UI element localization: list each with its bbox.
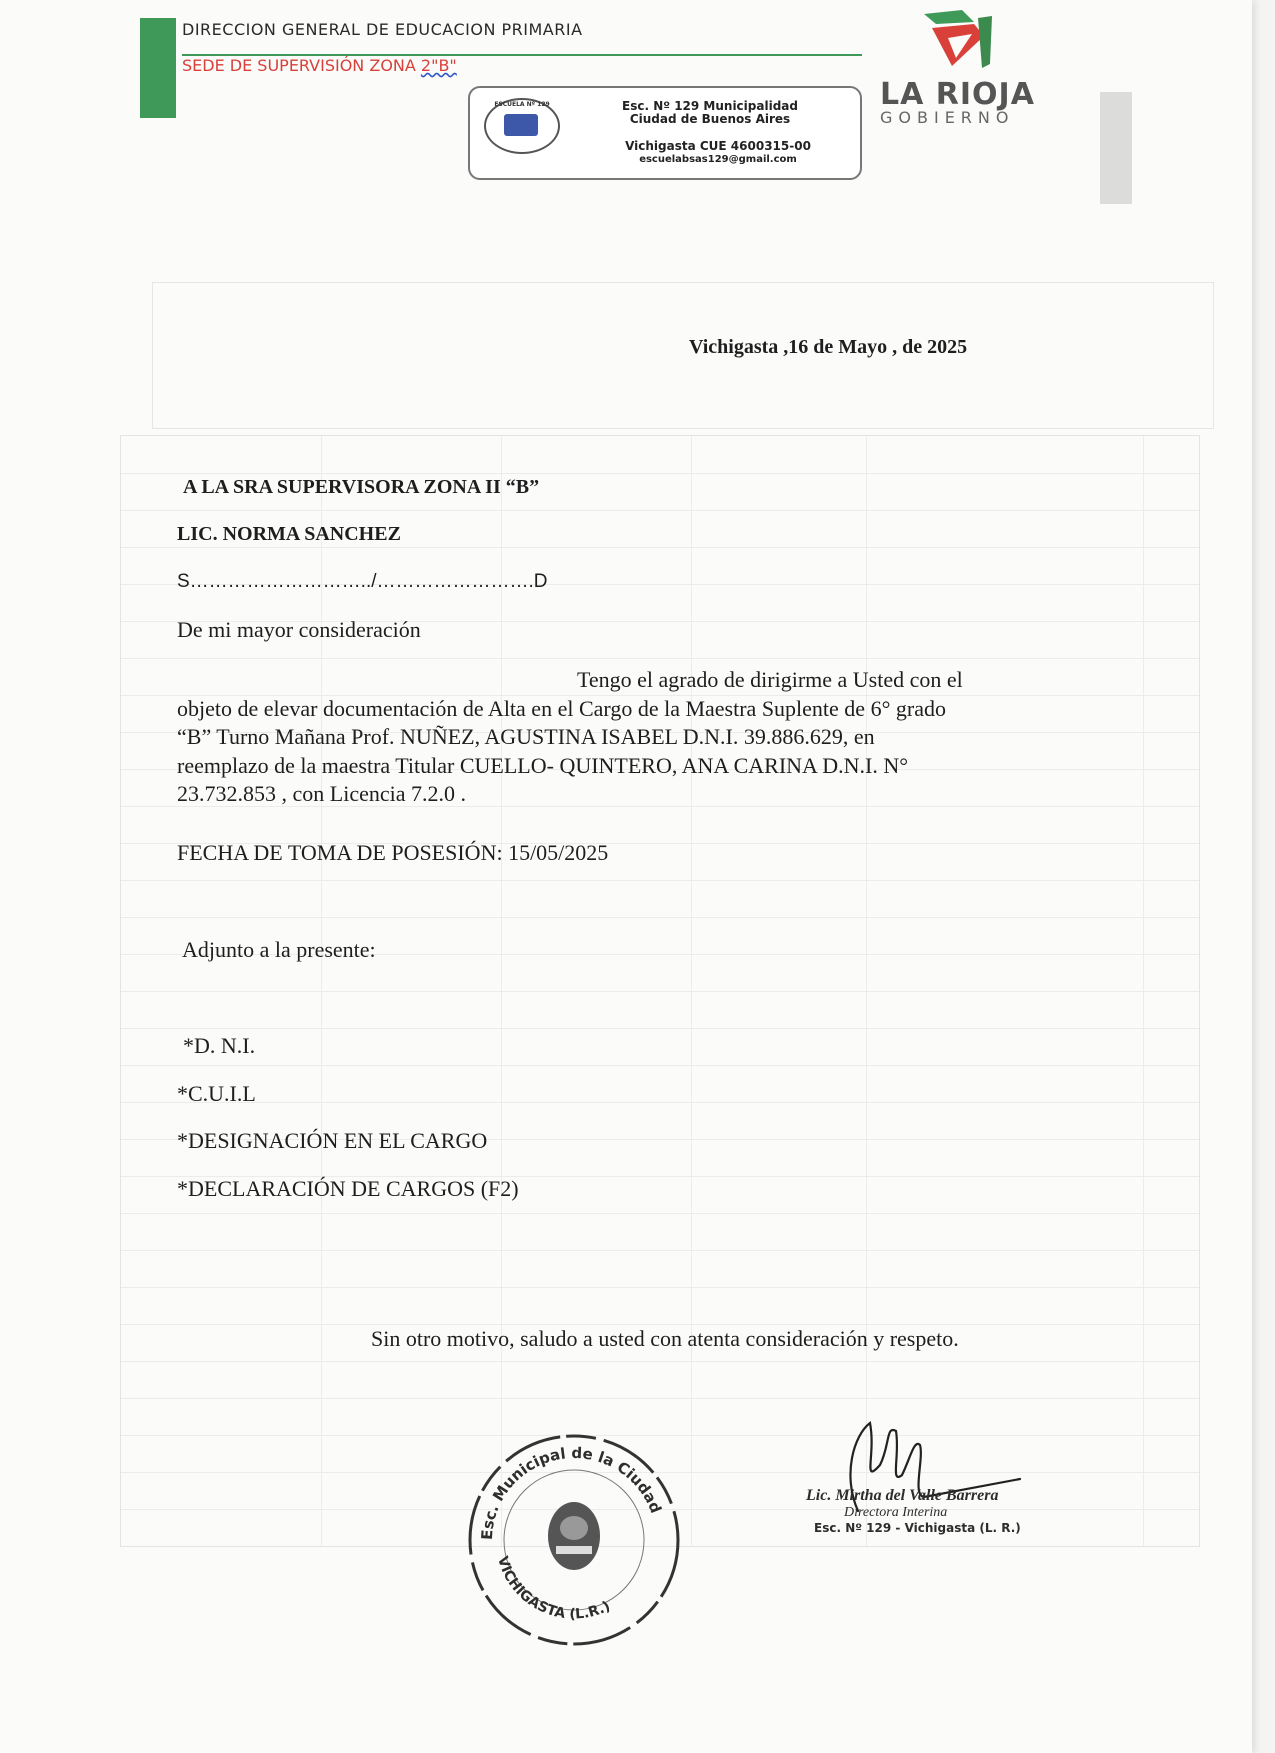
body-line: Tengo el agrado de dirigirme a Usted con el	[577, 667, 963, 692]
sede-zone: 2"B"	[420, 56, 457, 75]
signer-name: Lic. Mirtha del Valle Barrera	[806, 1487, 999, 1504]
sd-line: S………………………../…………………….D	[177, 571, 548, 592]
la-rioja-logo-icon	[922, 8, 994, 72]
sede-heading	[182, 56, 457, 75]
possession-date: FECHA DE TOMA DE POSESIÓN: 15/05/2025	[177, 840, 609, 865]
ghost-attendance-table	[120, 435, 1200, 1547]
school-stamp-line1: Esc. Nº 129 Municipalidad	[622, 99, 798, 113]
closing-line: Sin otro motivo, saludo a usted con atenta consideración y respeto.	[371, 1326, 959, 1351]
school-logo-icon	[484, 98, 560, 154]
attachments-list	[177, 1033, 519, 1223]
attachments-intro: Adjunto a la presente:	[182, 937, 376, 962]
signer-block	[806, 1487, 1021, 1535]
sede-prefix: SEDE DE SUPERVISIÓN ZONA	[182, 56, 421, 75]
signer-role: Directora Interina	[844, 1505, 948, 1520]
greeting: De mi mayor consideración	[177, 617, 421, 642]
school-stamp-name	[600, 100, 820, 126]
seal-top-text: Esc. Municipal de la Ciudad	[477, 1443, 665, 1541]
school-logo-text: ESCUELA Nº 129	[494, 101, 550, 108]
ghost-header-box	[152, 282, 1214, 429]
body-line: reemplazo de la maestra Titular CUELLO- QUINTERO, ANA CARINA D.N.I. N°	[177, 752, 909, 778]
government-sub: GOBIERNO	[880, 108, 1015, 127]
svg-text:VICHIGASTA (L.R.)	[494, 1554, 613, 1622]
body-line: 23.732.853 , con Licencia 7.2.0 .	[177, 781, 466, 806]
recipient-title: A LA SRA SUPERVISORA ZONA II “B”	[183, 476, 540, 498]
school-stamp-line2: Ciudad de Buenos Aires	[629, 112, 791, 126]
letter-body	[177, 666, 1097, 809]
institution-heading: DIRECCION GENERAL DE EDUCACION PRIMARIA	[182, 20, 583, 39]
edge-shadow-block	[1100, 92, 1132, 204]
school-stamp	[468, 86, 862, 180]
recipient-name: LIC. NORMA SANCHEZ	[177, 523, 401, 545]
round-seal	[462, 1428, 686, 1652]
school-stamp-line3: Vichigasta CUE 4600315-00	[625, 139, 811, 153]
attachment-item: *C.U.I.L	[177, 1080, 256, 1106]
attachment-item: *D. N.I.	[183, 1033, 256, 1058]
seal-bottom-text: VICHIGASTA (L.R.)	[493, 1554, 613, 1623]
header-green-bar	[140, 18, 176, 118]
school-stamp-line4: escuelabsas129@gmail.com	[639, 154, 797, 165]
letter-date: Vichigasta ,16 de Mayo , de 2025	[689, 336, 968, 358]
school-logo-shield	[504, 114, 538, 136]
signer-school: Esc. Nº 129 - Vichigasta (L. R.)	[814, 1521, 1021, 1535]
body-line: objeto de elevar documentación de Alta en el Cargo de la Maestra Suplente de 6° grado	[177, 695, 946, 721]
attachment-item: *DECLARACIÓN DE CARGOS (F2)	[177, 1175, 519, 1201]
government-name: LA RIOJA	[880, 77, 1035, 112]
attachment-item: *DESIGNACIÓN EN EL CARGO	[177, 1128, 488, 1153]
body-line: “B” Turno Mañana Prof. NUÑEZ, AGUSTINA ISABEL D.N.I. 39.886.629, en	[177, 724, 875, 749]
school-stamp-contact	[598, 140, 838, 166]
